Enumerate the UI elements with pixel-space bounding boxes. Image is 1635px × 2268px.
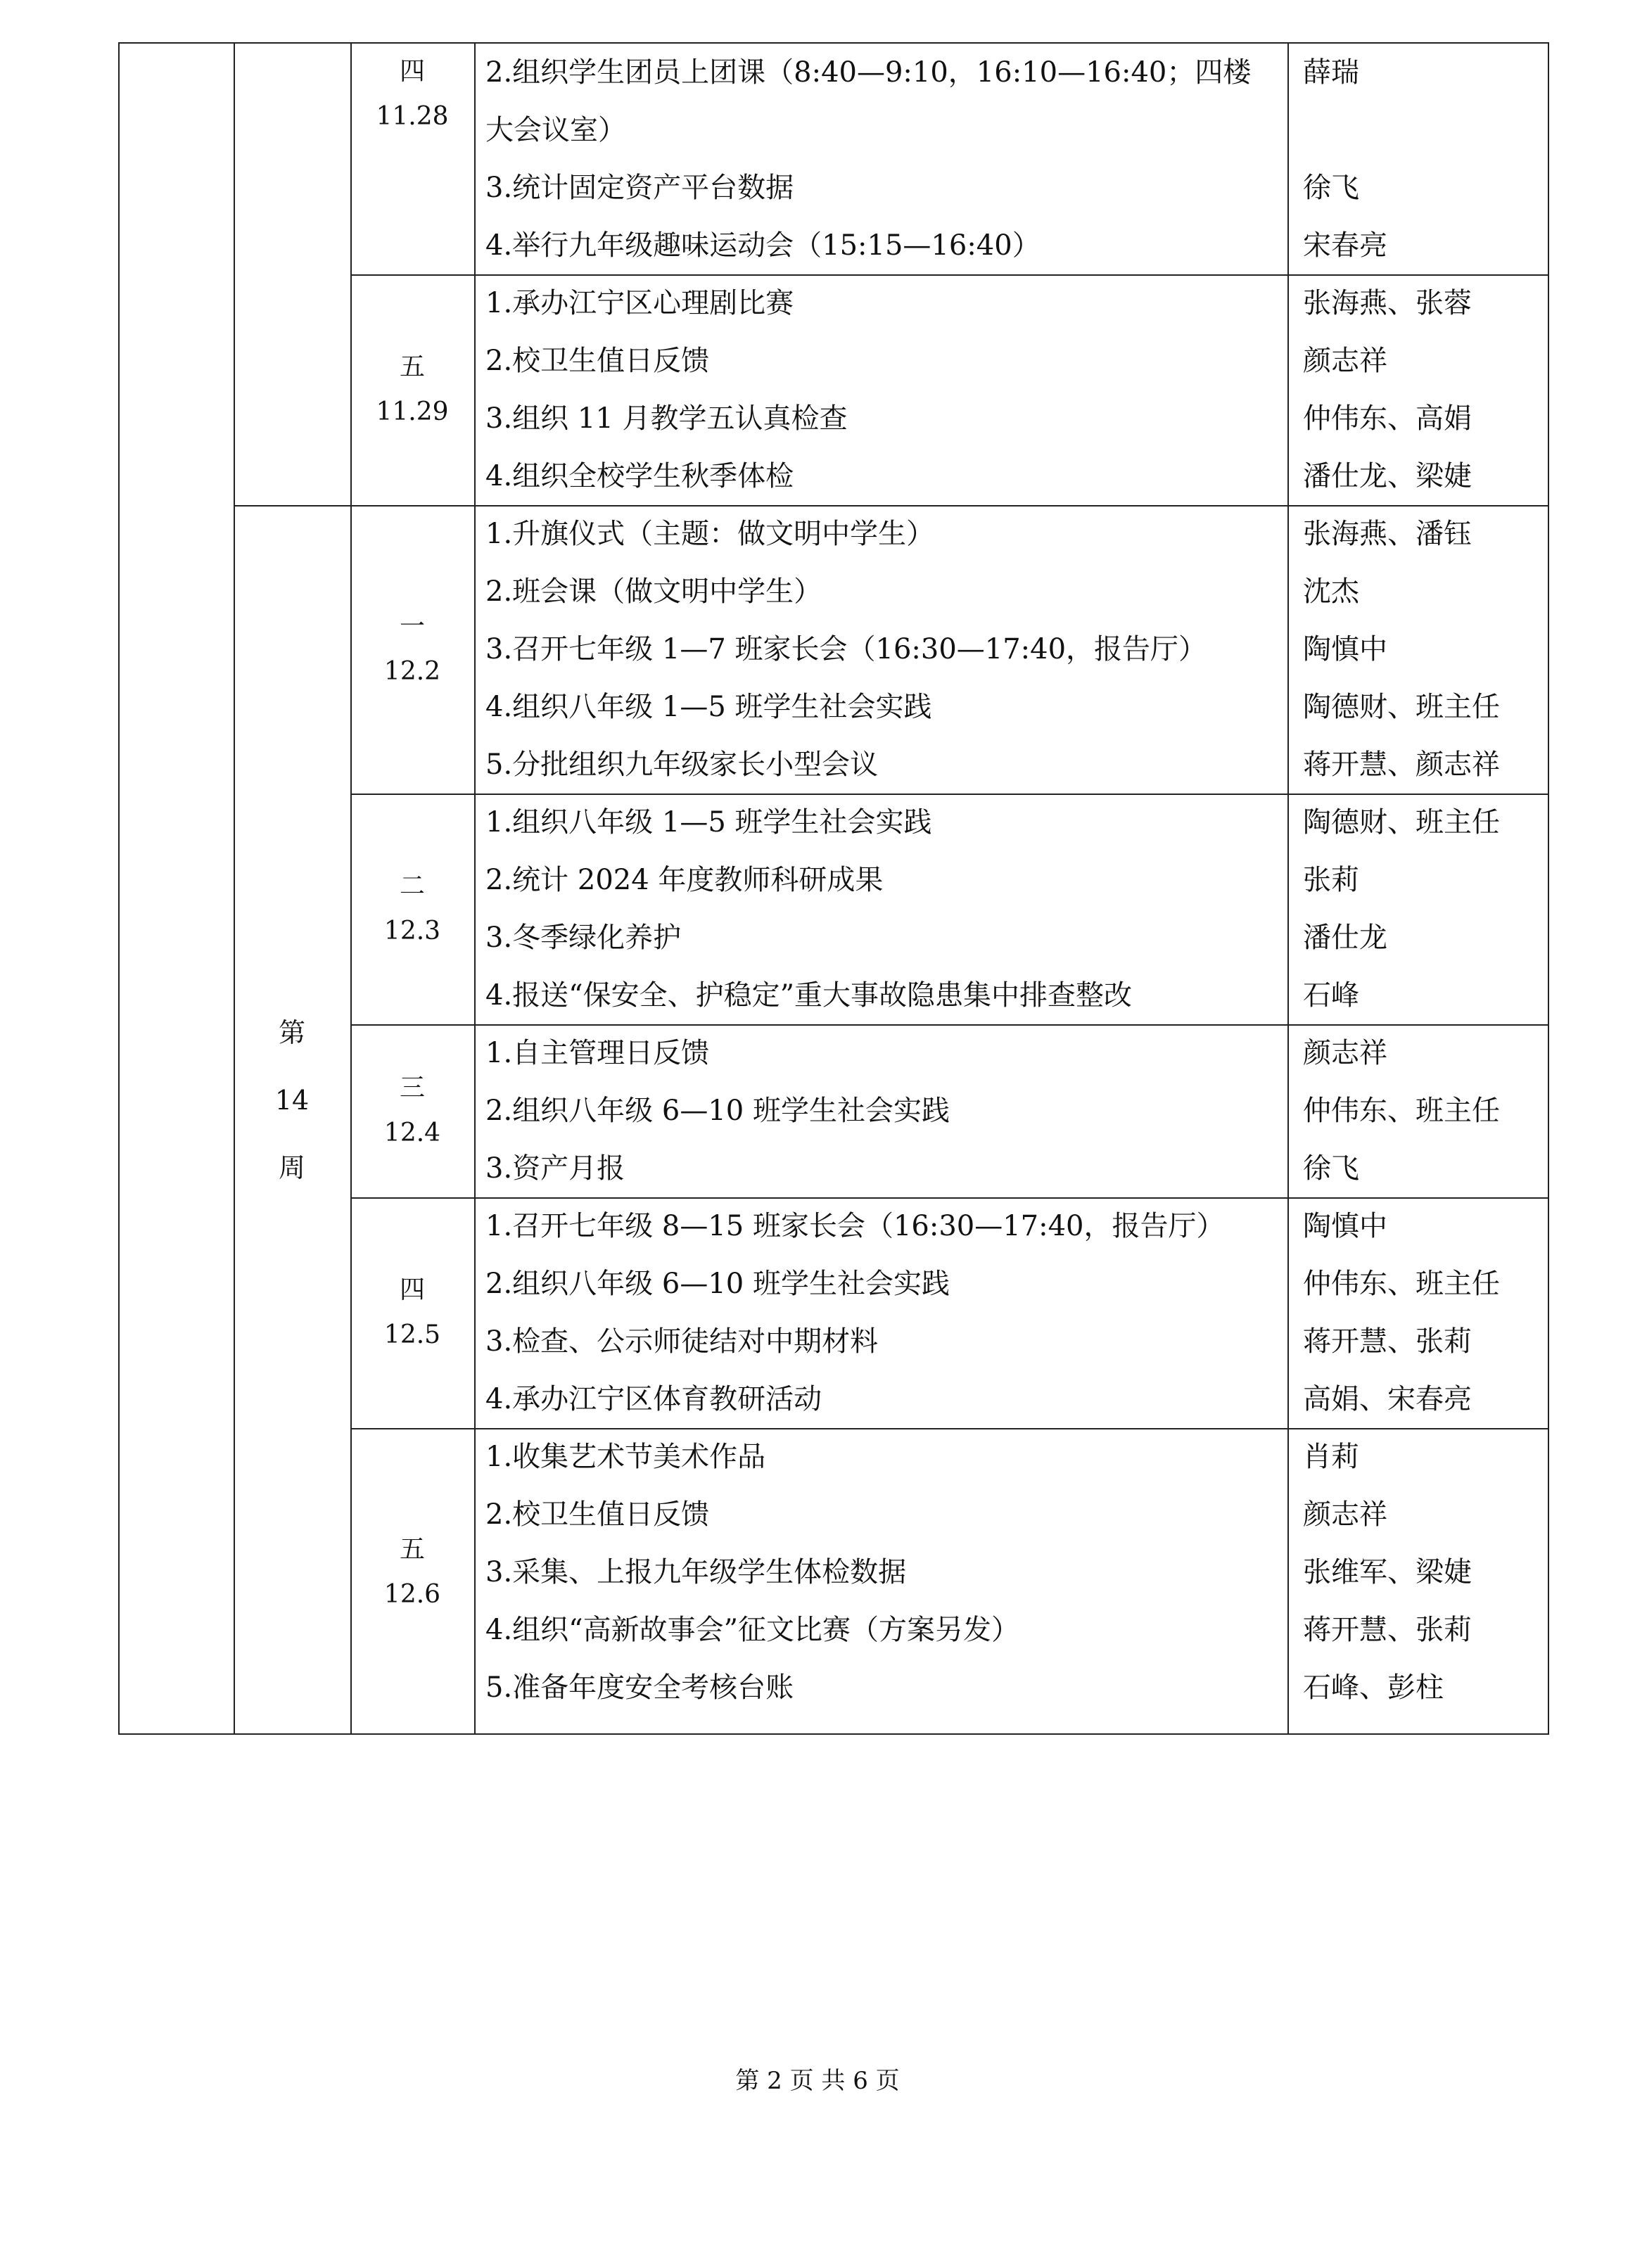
task-text: 2.校卫生值日反馈 bbox=[485, 1498, 710, 1531]
week-label-char: 第 bbox=[278, 1017, 305, 1048]
task-text: 1.召开七年级 8—15 班家长会（16:30—17:40，报告厅） bbox=[485, 1210, 1225, 1242]
weekday-label: 四 bbox=[399, 57, 425, 86]
task-text: 4.承办江宁区体育教研活动 bbox=[485, 1383, 822, 1415]
task-text: 2.组织学生团员上团课（8:40—9:10，16:10—16:40；四楼 bbox=[485, 56, 1252, 89]
date-label: 11.29 bbox=[376, 397, 449, 426]
task-text: 1.组织八年级 1—5 班学生社会实践 bbox=[485, 806, 932, 839]
weekday-label: 三 bbox=[399, 1074, 425, 1102]
task-owner: 潘仕龙、梁婕 bbox=[1303, 460, 1472, 492]
week-label-number: 14 bbox=[274, 1085, 310, 1116]
task-text: 3.冬季绿化养护 bbox=[485, 922, 682, 954]
task-text: 3.召开七年级 1—7 班家长会（16:30—17:40，报告厅） bbox=[485, 633, 1207, 665]
task-owner: 徐飞 bbox=[1303, 1152, 1359, 1185]
day-cell bbox=[350, 864, 474, 954]
day-cell bbox=[350, 604, 474, 694]
task-text: 5.准备年度安全考核台账 bbox=[485, 1671, 794, 1704]
task-text: 1.升旗仪式（主题：做文明中学生） bbox=[485, 518, 935, 550]
task-text: 2.统计 2024 年度教师科研成果 bbox=[485, 864, 884, 896]
task-text: 4.报送“保安全、护稳定”重大事故隐患集中排查整改 bbox=[485, 979, 1133, 1012]
task-owner: 陶慎中 bbox=[1303, 1210, 1387, 1242]
task-owner: 颜志祥 bbox=[1303, 345, 1387, 377]
task-text: 2.班会课（做文明中学生） bbox=[485, 575, 822, 608]
column-divider bbox=[474, 44, 476, 1733]
task-owner: 高娟、宋春亮 bbox=[1303, 1383, 1472, 1415]
task-owner: 陶德财、班主任 bbox=[1303, 691, 1500, 723]
task-owner: 仲伟东、班主任 bbox=[1303, 1268, 1500, 1300]
task-text: 2.校卫生值日反馈 bbox=[485, 345, 710, 377]
date-label: 12.2 bbox=[383, 657, 441, 686]
task-owner: 张海燕、潘钰 bbox=[1303, 518, 1472, 550]
task-text: 1.收集艺术节美术作品 bbox=[485, 1441, 766, 1473]
task-owner: 薛瑞 bbox=[1303, 56, 1359, 89]
task-owner: 石峰、彭柱 bbox=[1303, 1671, 1444, 1704]
task-text: 3.采集、上报九年级学生体检数据 bbox=[485, 1556, 907, 1588]
week-label-char: 周 bbox=[278, 1152, 305, 1183]
task-owner: 颜志祥 bbox=[1303, 1498, 1387, 1531]
task-text: 4.组织“高新故事会”征文比赛（方案另发） bbox=[485, 1614, 1020, 1646]
weekday-label: 五 bbox=[399, 352, 425, 381]
task-owner: 蒋开慧、张莉 bbox=[1303, 1325, 1472, 1358]
weekday-label: 二 bbox=[399, 872, 425, 900]
weekday-label: 一 bbox=[399, 612, 425, 641]
column-divider bbox=[234, 44, 235, 1733]
weekday-label: 四 bbox=[399, 1275, 425, 1304]
task-text: 1.承办江宁区心理剧比赛 bbox=[485, 287, 794, 319]
task-owner: 仲伟东、高娟 bbox=[1303, 402, 1472, 435]
task-text: 3.统计固定资产平台数据 bbox=[485, 172, 794, 204]
day-cell bbox=[350, 49, 474, 139]
column-divider bbox=[1287, 44, 1289, 1733]
task-owner: 徐飞 bbox=[1303, 172, 1359, 204]
task-owner: 石峰 bbox=[1303, 979, 1359, 1012]
weekday-label: 五 bbox=[399, 1535, 425, 1564]
task-text: 3.检查、公示师徒结对中期材料 bbox=[485, 1325, 879, 1358]
task-text: 4.组织全校学生秋季体检 bbox=[485, 460, 794, 492]
task-owner: 仲伟东、班主任 bbox=[1303, 1095, 1500, 1127]
day-cell bbox=[350, 1268, 474, 1358]
task-text: 1.自主管理日反馈 bbox=[485, 1037, 710, 1069]
task-text: 大会议室） bbox=[485, 114, 626, 146]
task-owner: 陶慎中 bbox=[1303, 633, 1387, 665]
date-label: 12.5 bbox=[383, 1320, 441, 1349]
task-owner: 颜志祥 bbox=[1303, 1037, 1387, 1069]
week-label bbox=[234, 999, 350, 1202]
task-owner: 张维军、梁婕 bbox=[1303, 1556, 1472, 1588]
schedule-table bbox=[118, 42, 1549, 1735]
task-owner: 张莉 bbox=[1303, 864, 1359, 896]
task-text: 5.分批组织九年级家长小型会议 bbox=[485, 748, 879, 781]
task-owner: 陶德财、班主任 bbox=[1303, 806, 1500, 839]
date-label: 12.3 bbox=[383, 917, 441, 945]
day-cell bbox=[350, 1066, 474, 1156]
day-cell bbox=[350, 345, 474, 435]
task-text: 3.组织 11 月教学五认真检查 bbox=[485, 402, 848, 435]
task-text: 4.举行九年级趣味运动会（15:15—16:40） bbox=[485, 229, 1041, 262]
day-cell bbox=[350, 1527, 474, 1617]
task-owner: 沈杰 bbox=[1303, 575, 1359, 608]
date-label: 12.6 bbox=[383, 1580, 441, 1609]
task-owner: 蒋开慧、颜志祥 bbox=[1303, 748, 1500, 781]
task-text: 3.资产月报 bbox=[485, 1152, 625, 1185]
task-owner: 宋春亮 bbox=[1303, 229, 1387, 262]
task-owner: 张海燕、张蓉 bbox=[1303, 287, 1472, 319]
page-footer: 第 2 页 共 6 页 bbox=[735, 2067, 900, 2095]
task-owner: 肖莉 bbox=[1303, 1441, 1359, 1473]
task-owner: 潘仕龙 bbox=[1303, 922, 1387, 954]
task-text: 2.组织八年级 6—10 班学生社会实践 bbox=[485, 1268, 950, 1300]
task-owner: 蒋开慧、张莉 bbox=[1303, 1614, 1472, 1646]
task-text: 2.组织八年级 6—10 班学生社会实践 bbox=[485, 1095, 950, 1127]
date-label: 12.4 bbox=[383, 1119, 441, 1147]
task-text: 4.组织八年级 1—5 班学生社会实践 bbox=[485, 691, 932, 723]
date-label: 11.28 bbox=[376, 102, 449, 131]
